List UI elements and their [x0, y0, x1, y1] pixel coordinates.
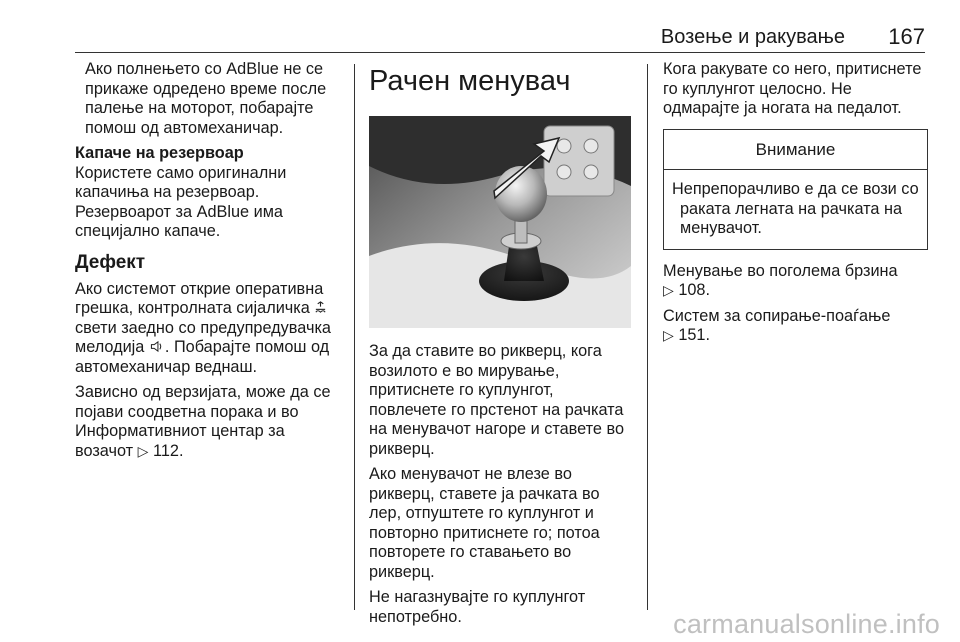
warning-box [663, 129, 928, 250]
warning-body: Непрепорачливо е да се вози со раката легната на рачката на менувачот. [672, 180, 919, 237]
upshift-reference: Менување во поголема брзина ▷ 108. [663, 261, 898, 299]
defect-heading: Дефект [75, 251, 146, 273]
header-rule [75, 52, 925, 53]
column-left [75, 60, 340, 467]
intro-paragraph: Ако полнењето со AdBlue не се прикаже одредено време после палење на моторот, побарајте помош од автомеханичар. [85, 60, 327, 137]
defect-paragraph-2: Зависно од верзијата, може да се појави соодветна порака и во Информативниот центар за возачот ▷ 112. [75, 383, 331, 460]
stop-start-reference: Систем за сопирање-поаѓање ▷ 151. [663, 306, 891, 344]
column-divider [647, 64, 648, 610]
adblue-warning-light-icon [314, 301, 327, 314]
column-divider [354, 64, 355, 610]
cap-paragraph: Користете само оригинални капачиња на резервоар. Резервоарот за AdBlue има специјално капаче. [75, 163, 287, 240]
page-number: 167 [888, 24, 925, 49]
page-header [75, 22, 925, 52]
defect-paragraph-1: Ако системот открие оперативна грешка, контролната сијаличка свети заедно со предупредувачка мелодија . Побарајте помош од автомеханичар веднаш. [75, 279, 331, 376]
reverse-paragraph-2: Ако менувачот не влезе во рикверц, ставете ја рачката во лер, отпуштете го куплунгот и повторно притиснете го; потоа повторете го ставањето во рикверц. [369, 465, 600, 581]
column-middle [369, 60, 634, 633]
page-reference-link[interactable]: 151. [678, 326, 711, 344]
gear-lever-illustration [369, 116, 631, 328]
reference-arrow-icon: ▷ [663, 327, 674, 343]
cap-heading: Капаче на резервоар [75, 144, 244, 162]
manual-transmission-heading: Рачен менувач [369, 65, 571, 97]
warning-title: Внимание [664, 130, 927, 171]
clutch-usage-paragraph: Кога ракувате со него, притиснете го куплунгот целосно. Не одмарајте ја ногата на педалот. [663, 60, 922, 117]
reference-arrow-icon: ▷ [663, 282, 674, 298]
clutch-paragraph: Не нагазнувајте го куплунгот непотребно. [369, 588, 586, 626]
page-reference-link[interactable]: 108. [678, 281, 711, 299]
watermark: carmanualsonline.info [673, 609, 940, 639]
reverse-paragraph-1: За да ставите во рикверц, кога возилото е во мирување, притиснете го куплунгот, повлечете го прстенот на рачката на менувачот нагоре и ставете во рикверц. [369, 342, 625, 458]
column-right [663, 60, 928, 352]
page-reference-link[interactable]: 112. [152, 441, 184, 460]
reference-arrow-icon: ▷ [137, 442, 149, 459]
section-title: Возење и ракување [660, 26, 845, 48]
warning-chime-icon [149, 340, 165, 353]
